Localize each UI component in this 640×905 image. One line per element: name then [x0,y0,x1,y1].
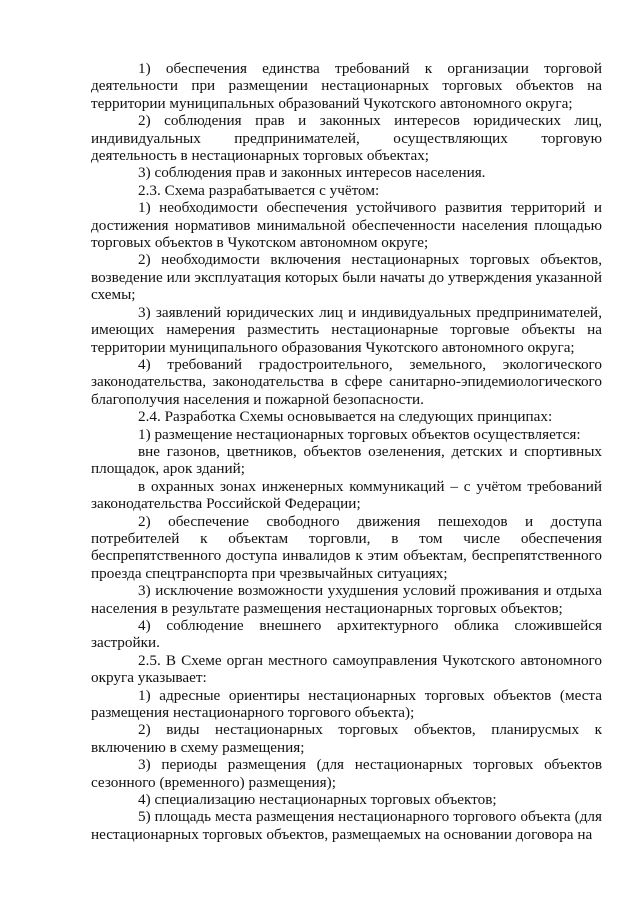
paragraph-10: 1) размещение нестационарных торговых объектов осуществляется: [138,425,581,443]
paragraph-21: 5) площадь места размещения нестационарного торгового объекта (для нестационарных торговых объектов, размещаемых на основании договора на [91,808,602,843]
paragraph-2: 2) соблюдения прав и законных интересов юридических лиц, индивидуальных предпринимателей, осуществляющих торговую деятельность в нестационарных торговых объектах; [91,112,602,165]
paragraph-19: 3) периоды размещения (для нестационарных торговых объектов сезонного (временного) размещения); [91,756,602,791]
paragraph-15: 4) соблюдение внешнего архитектурного облика сложившейся застройки. [91,617,602,652]
paragraph-12: в охранных зонах инженерных коммуникаций – с учётом требований законодательства Российской Федерации; [91,477,602,513]
paragraph-11: вне газонов, цветников, объектов озеленения, детских и спортивных площадок, арок зданий; [91,442,602,478]
paragraph-8: 4) требований градостроительного, земельного, экологического законодательства, законодательства в сфере санитарно-эпидемиологического благополучия населения и пожарной безопасности. [91,355,602,408]
paragraph-17: 1) адресные ориентиры нестационарных торговых объектов (места размещения нестационарного торгового объекта); [91,686,602,722]
paragraph-14: 3) исключение возможности ухудшения условий проживания и отдыха населения в результате размещения нестационарных торговых объектов; [91,582,602,617]
paragraph-5: 1) необходимости обеспечения устойчивого развития территорий и достижения нормативов минимальной обеспеченности населения площадью торговых объектов в Чукотском автономном округе; [91,199,602,252]
section-heading-2-5: 2.5. В Схеме орган местного самоуправления Чукотского автономного округа указывает: [91,651,602,687]
paragraph-6: 2) необходимости включения нестационарных торговых объектов, возведение или эксплуатация которых были начаты до утверждения указанной схемы; [91,251,602,304]
document-page [91,60,602,843]
paragraph-1: 1) обеспечения единства требований к организации торговой деятельности при размещении нестационарных торговых объектов на территории муниципальных образований Чукотского автономного округа; [91,60,602,112]
paragraph-20: 4) специализацию нестационарных торговых объектов; [138,791,497,809]
section-heading-2-3: 2.3. Схема разрабатывается с учётом: [138,181,380,199]
section-heading-2-4: 2.4. Разработка Схемы основывается на следующих принципах: [138,408,553,426]
paragraph-3: 3) соблюдения прав и законных интересов населения. [138,164,486,182]
paragraph-18: 2) виды нестационарных торговых объектов, планирусмых к включению в схему размещения; [91,721,602,756]
paragraph-13: 2) обеспечение свободного движения пешеходов и доступа потребителей к объектам торговли, в том числе обеспечения беспрепятственного доступа инвалидов к этим объектам, беспрепятственного проезда спецтранспорта при чрезвычайных ситуациях; [91,512,602,582]
paragraph-7: 3) заявлений юридических лиц и индивидуальных предпринимателей, имеющих намерения разместить нестационарные торговые объекты на территории муниципального образования Чукотского автономного округа; [91,303,602,356]
